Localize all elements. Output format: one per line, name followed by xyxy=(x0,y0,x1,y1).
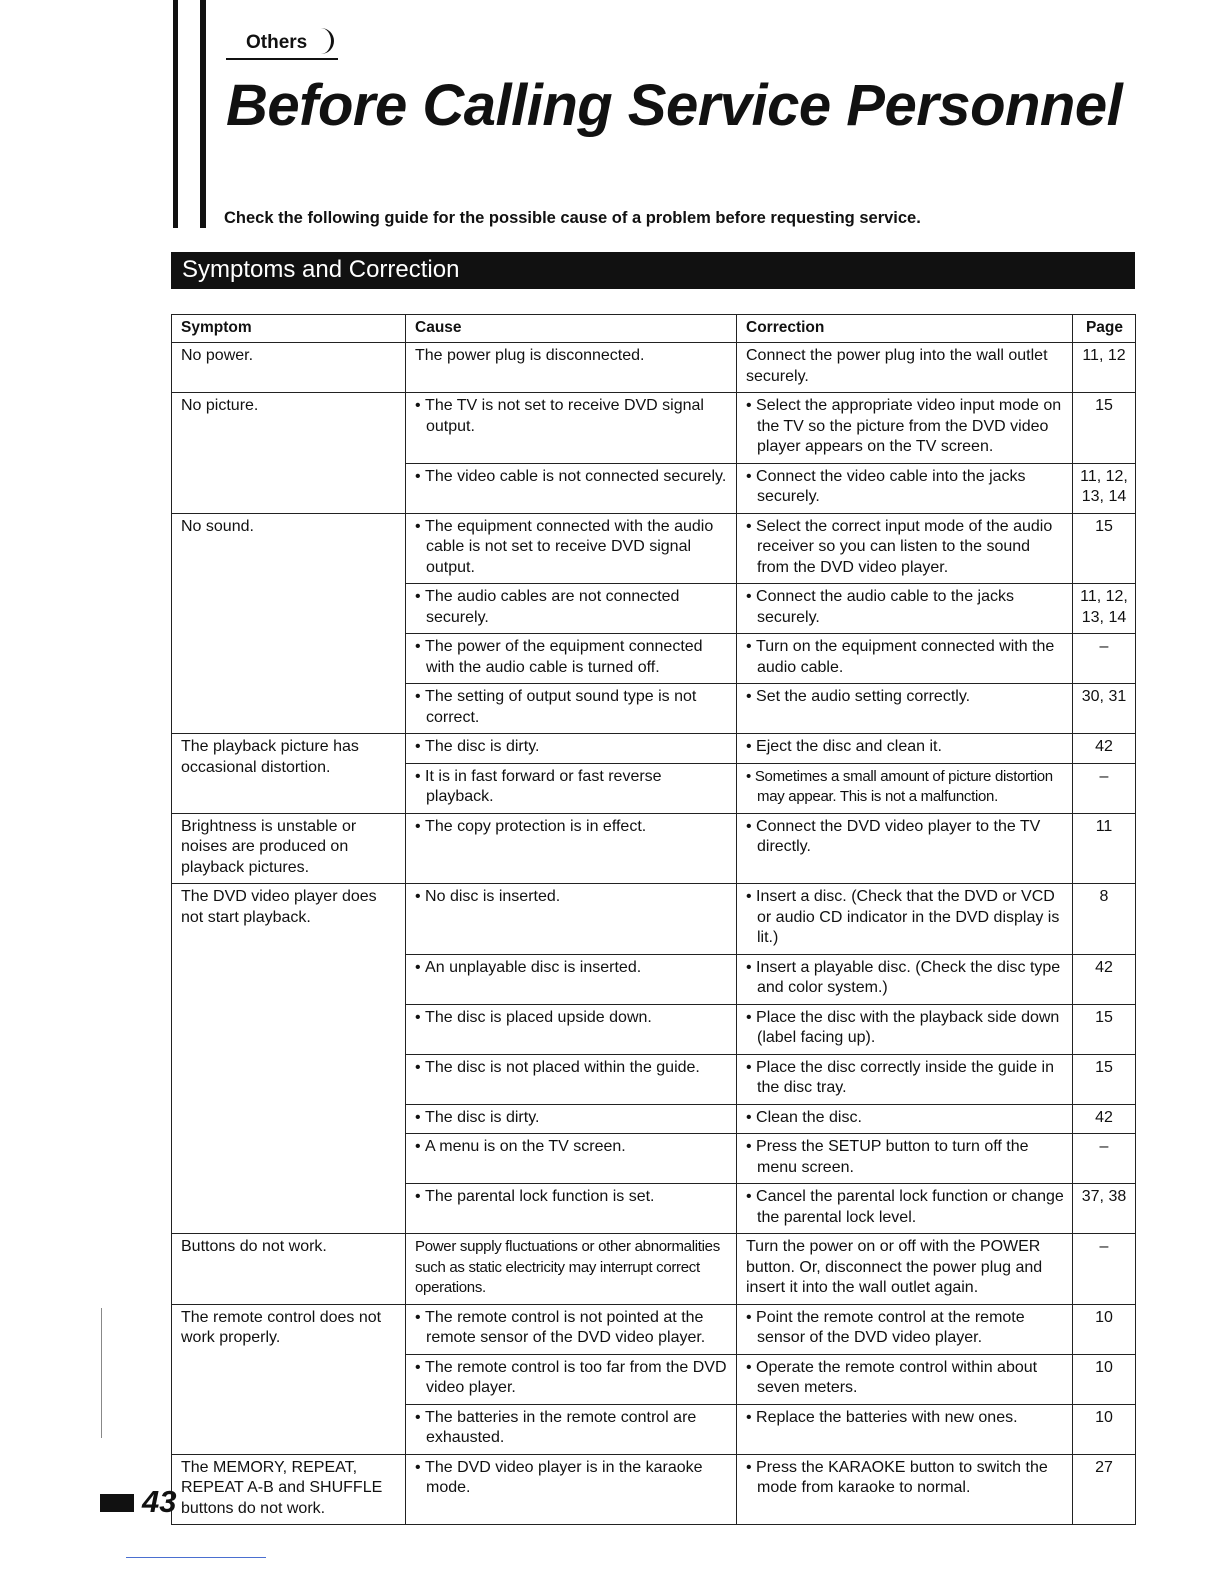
cause-text: • The DVD video player is in the karaoke mode. xyxy=(415,1458,728,1499)
correction-cell: Connect the power plug into the wall outlet securely. xyxy=(737,343,1073,393)
correction-text: • Clean the disc. xyxy=(746,1108,1064,1129)
correction-cell xyxy=(737,1454,1073,1525)
correction-text: • Press the KARAOKE button to switch the mode from karaoke to normal. xyxy=(746,1458,1064,1499)
page-cell: 15 xyxy=(1073,1004,1136,1054)
table-row xyxy=(172,734,1136,764)
cause-text: • A menu is on the TV screen. xyxy=(415,1137,728,1158)
table-row xyxy=(172,1454,1136,1525)
section-label-bracket xyxy=(321,28,334,54)
cause-cell: The power plug is disconnected. xyxy=(406,343,737,393)
symptom-cell: The playback picture has occasional distortion. xyxy=(172,734,406,814)
cause-cell: Power supply fluctuations or other abnormalities such as static electricity may interrupt correct operations. xyxy=(406,1234,737,1305)
cause-cell xyxy=(406,1184,737,1234)
correction-text: • Connect the audio cable to the jacks securely. xyxy=(746,587,1064,628)
cause-text: • The disc is placed upside down. xyxy=(415,1008,728,1029)
page-cell: 11, 12, 13, 14 xyxy=(1073,463,1136,513)
cause-text: • The copy protection is in effect. xyxy=(415,817,728,838)
page-number: 43 xyxy=(142,1484,177,1519)
correction-cell xyxy=(737,884,1073,955)
table-row xyxy=(172,813,1136,884)
correction-text: • Insert a playable disc. (Check the disc type and color system.) xyxy=(746,958,1064,999)
page-cell: 10 xyxy=(1073,1354,1136,1404)
symptom-cell: Brightness is unstable or noises are produced on playback pictures. xyxy=(172,813,406,884)
correction-text: • Connect the DVD video player to the TV directly. xyxy=(746,817,1064,858)
troubleshooting-table xyxy=(171,314,1136,1525)
cause-cell xyxy=(406,954,737,1004)
cause-text: • The remote control is not pointed at the remote sensor of the DVD video player. xyxy=(415,1308,728,1349)
cause-text: • The disc is not placed within the guide. xyxy=(415,1058,728,1079)
margin-bar-left xyxy=(173,0,178,228)
cause-text: • The TV is not set to receive DVD signal output. xyxy=(415,396,728,437)
table-row xyxy=(172,393,1136,464)
cause-cell xyxy=(406,1404,737,1454)
cause-cell xyxy=(406,513,737,584)
page-cell: 10 xyxy=(1073,1404,1136,1454)
section-heading: Symptoms and Correction xyxy=(182,256,460,283)
correction-text: • Select the correct input mode of the audio receiver so you can listen to the sound from the DVD video player. xyxy=(746,517,1064,579)
correction-text: • Connect the video cable into the jacks securely. xyxy=(746,467,1064,508)
cause-text: • It is in fast forward or fast reverse playback. xyxy=(415,767,728,808)
table-header-row xyxy=(172,315,1136,343)
correction-cell xyxy=(737,734,1073,764)
correction-text: • Replace the batteries with new ones. xyxy=(746,1408,1064,1429)
page-cell: 8 xyxy=(1073,884,1136,955)
cause-cell xyxy=(406,884,737,955)
correction-cell xyxy=(737,513,1073,584)
page-cell: 37, 38 xyxy=(1073,1184,1136,1234)
correction-cell xyxy=(737,1184,1073,1234)
correction-cell xyxy=(737,584,1073,634)
correction-text: • Set the audio setting correctly. xyxy=(746,687,1064,708)
symptom-cell: The DVD video player does not start playback. xyxy=(172,884,406,1234)
header-page: Page xyxy=(1073,315,1136,343)
section-label xyxy=(226,30,338,60)
correction-text: • Press the SETUP button to turn off the menu screen. xyxy=(746,1137,1064,1178)
page-cell: – xyxy=(1073,1234,1136,1305)
symptom-cell: No power. xyxy=(172,343,406,393)
cause-text: • The audio cables are not connected securely. xyxy=(415,587,728,628)
correction-text: • Select the appropriate video input mode on the TV so the picture from the DVD video player appears on the TV screen. xyxy=(746,396,1064,458)
intro-text: Check the following guide for the possible cause of a problem before requesting service. xyxy=(224,209,921,227)
cause-cell xyxy=(406,763,737,813)
correction-cell xyxy=(737,1304,1073,1354)
cause-text: • The equipment connected with the audio cable is not set to receive DVD signal output. xyxy=(415,517,728,579)
page-cell: 15 xyxy=(1073,393,1136,464)
table-row xyxy=(172,343,1136,393)
page-cell: 11, 12 xyxy=(1073,343,1136,393)
page-cell: 15 xyxy=(1073,1054,1136,1104)
page-cell: 42 xyxy=(1073,1104,1136,1134)
cause-cell xyxy=(406,1054,737,1104)
page-number-tab xyxy=(100,1494,134,1512)
correction-text: • Place the disc correctly inside the guide in the disc tray. xyxy=(746,1058,1064,1099)
correction-cell xyxy=(737,393,1073,464)
correction-text: • Cancel the parental lock function or change the parental lock level. xyxy=(746,1187,1064,1228)
correction-cell xyxy=(737,1054,1073,1104)
symptom-cell: No sound. xyxy=(172,513,406,734)
cause-text: • An unplayable disc is inserted. xyxy=(415,958,728,979)
page-cell: 15 xyxy=(1073,513,1136,584)
cause-cell xyxy=(406,1354,737,1404)
correction-cell xyxy=(737,1354,1073,1404)
cause-cell xyxy=(406,393,737,464)
correction-cell xyxy=(737,813,1073,884)
symptom-cell: The remote control does not work properly. xyxy=(172,1304,406,1454)
cause-text: • The video cable is not connected securely. xyxy=(415,467,728,488)
symptom-cell: No picture. xyxy=(172,393,406,514)
correction-text: • Sometimes a small amount of picture distortion may appear. This is not a malfunction. xyxy=(746,767,1064,808)
cause-text: • The batteries in the remote control are exhausted. xyxy=(415,1408,728,1449)
correction-text: • Place the disc with the playback side down (label facing up). xyxy=(746,1008,1064,1049)
margin-mark xyxy=(101,1308,102,1438)
cause-text: • The parental lock function is set. xyxy=(415,1187,728,1208)
table-row xyxy=(172,513,1136,584)
page-cell: 42 xyxy=(1073,954,1136,1004)
section-label-text: Others xyxy=(246,32,308,53)
page-cell: – xyxy=(1073,1134,1136,1184)
symptom-cell: Buttons do not work. xyxy=(172,1234,406,1305)
correction-cell xyxy=(737,1004,1073,1054)
correction-text: • Turn on the equipment connected with the audio cable. xyxy=(746,637,1064,678)
cause-text: • The power of the equipment connected with the audio cable is turned off. xyxy=(415,637,728,678)
correction-cell xyxy=(737,1134,1073,1184)
scan-artifact-line xyxy=(126,1557,266,1558)
table-row xyxy=(172,1234,1136,1305)
page-title: Before Calling Service Personnel xyxy=(226,73,1123,138)
table-row xyxy=(172,884,1136,955)
cause-cell xyxy=(406,734,737,764)
cause-cell xyxy=(406,584,737,634)
page-cell: 27 xyxy=(1073,1454,1136,1525)
cause-text: • The disc is dirty. xyxy=(415,737,728,758)
cause-text: • The setting of output sound type is not correct. xyxy=(415,687,728,728)
cause-cell xyxy=(406,1134,737,1184)
correction-cell xyxy=(737,1104,1073,1134)
page-cell: 11 xyxy=(1073,813,1136,884)
correction-cell xyxy=(737,634,1073,684)
page-cell: 30, 31 xyxy=(1073,684,1136,734)
correction-cell xyxy=(737,763,1073,813)
cause-cell xyxy=(406,813,737,884)
cause-text: • No disc is inserted. xyxy=(415,887,728,908)
correction-cell xyxy=(737,463,1073,513)
correction-cell xyxy=(737,1404,1073,1454)
cause-cell xyxy=(406,463,737,513)
correction-cell xyxy=(737,684,1073,734)
cause-text: • The remote control is too far from the DVD video player. xyxy=(415,1358,728,1399)
section-heading-band xyxy=(171,252,1135,289)
header-cause: Cause xyxy=(406,315,737,343)
header-correction: Correction xyxy=(737,315,1073,343)
cause-cell xyxy=(406,1304,737,1354)
cause-cell xyxy=(406,1454,737,1525)
header-symptom: Symptom xyxy=(172,315,406,343)
page-cell: 10 xyxy=(1073,1304,1136,1354)
correction-text: • Eject the disc and clean it. xyxy=(746,737,1064,758)
correction-cell xyxy=(737,954,1073,1004)
correction-cell: Turn the power on or off with the POWER button. Or, disconnect the power plug and insert it into the wall outlet again. xyxy=(737,1234,1073,1305)
page-cell: 11, 12, 13, 14 xyxy=(1073,584,1136,634)
cause-cell xyxy=(406,1004,737,1054)
cause-cell xyxy=(406,634,737,684)
symptom-cell: The MEMORY, REPEAT, REPEAT A-B and SHUFFLE buttons do not work. xyxy=(172,1454,406,1525)
correction-text: • Operate the remote control within about seven meters. xyxy=(746,1358,1064,1399)
cause-cell xyxy=(406,1104,737,1134)
page-cell: 42 xyxy=(1073,734,1136,764)
cause-cell xyxy=(406,684,737,734)
correction-text: • Point the remote control at the remote sensor of the DVD video player. xyxy=(746,1308,1064,1349)
table-row xyxy=(172,1304,1136,1354)
page-cell: – xyxy=(1073,634,1136,684)
correction-text: • Insert a disc. (Check that the DVD or VCD or audio CD indicator in the DVD display is lit.) xyxy=(746,887,1064,949)
margin-bar-right xyxy=(200,0,206,228)
cause-text: • The disc is dirty. xyxy=(415,1108,728,1129)
page-cell: – xyxy=(1073,763,1136,813)
